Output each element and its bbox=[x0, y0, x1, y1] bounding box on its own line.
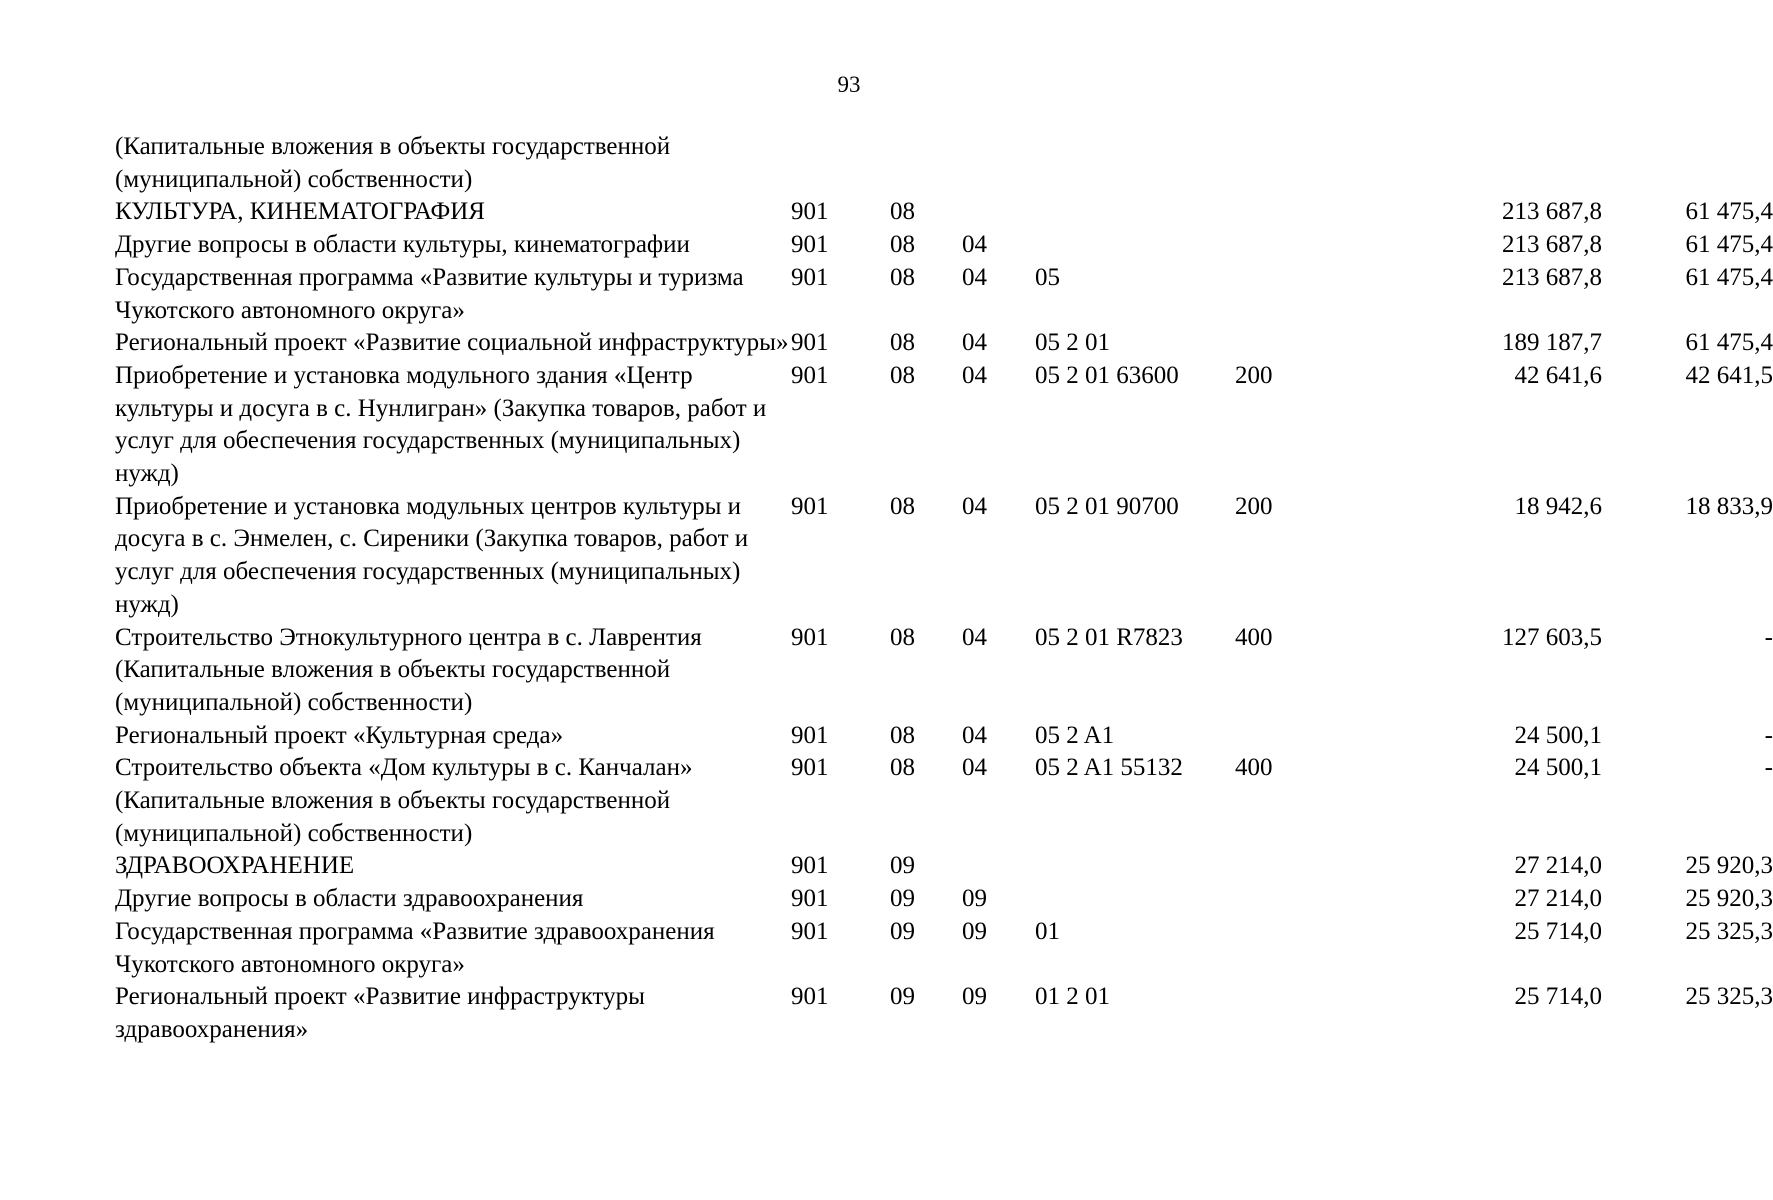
row-ministry-code: 901 bbox=[791, 983, 829, 1011]
row-ministry-code: 901 bbox=[791, 852, 829, 880]
row-amount-1: 24 500,1 bbox=[1514, 721, 1602, 749]
row-amount-2: 18 833,9 bbox=[1685, 492, 1773, 520]
row-name: Строительство Этнокультурного центра в с. Лаврентия (Капитальные вложения в объекты государственной (муниципальной) собственности) bbox=[115, 623, 702, 716]
row-amount-1: 127 603,5 bbox=[1502, 623, 1602, 651]
row-ministry-code: 901 bbox=[791, 623, 829, 651]
row-name: Региональный проект «Развитие инфраструктуры здравоохранения» bbox=[115, 983, 645, 1043]
table-row bbox=[115, 720, 1773, 753]
row-subsection-code: 04 bbox=[962, 329, 987, 357]
row-section-code: 08 bbox=[890, 198, 915, 226]
row-subsection-code: 04 bbox=[962, 361, 987, 389]
row-amount-1: 27 214,0 bbox=[1514, 885, 1602, 913]
row-amount-1: 27 214,0 bbox=[1514, 852, 1602, 880]
row-name: ЗДРАВООХРАНЕНИЕ bbox=[115, 852, 355, 880]
row-amount-2: 61 475,4 bbox=[1685, 231, 1773, 259]
row-amount-1: 25 714,0 bbox=[1514, 983, 1602, 1011]
row-subsection-code: 04 bbox=[962, 231, 987, 259]
table-row bbox=[115, 360, 1773, 491]
table-row bbox=[115, 916, 1773, 981]
row-section-code: 09 bbox=[890, 852, 915, 880]
row-amount-1: 213 687,8 bbox=[1502, 231, 1602, 259]
row-subsection-code: 04 bbox=[962, 721, 987, 749]
row-name: Другие вопросы в области культуры, кинематографии bbox=[115, 231, 690, 259]
row-subsection-code: 04 bbox=[962, 263, 987, 291]
row-amount-2: - bbox=[1764, 754, 1773, 782]
row-section-code: 08 bbox=[890, 263, 915, 291]
row-amount-1: 24 500,1 bbox=[1514, 754, 1602, 782]
row-ministry-code: 901 bbox=[791, 721, 829, 749]
row-target-code: 05 2 01 63600 bbox=[1035, 361, 1179, 389]
table-row bbox=[115, 850, 1773, 883]
row-subsection-code: 04 bbox=[962, 492, 987, 520]
row-name: Государственная программа «Развитие культуры и туризма Чукотского автономного округа» bbox=[115, 263, 744, 324]
row-amount-1: 18 942,6 bbox=[1514, 492, 1602, 520]
row-name: Строительство объекта «Дом культуры в с. Канчалан» (Капитальные вложения в объекты государственной (муниципальной) собственности) bbox=[115, 754, 693, 847]
row-amount-2: 25 920,3 bbox=[1685, 852, 1773, 880]
row-ministry-code: 901 bbox=[791, 917, 829, 945]
row-section-code: 09 bbox=[890, 983, 915, 1011]
table-row bbox=[115, 131, 1663, 196]
row-subsection-code: 09 bbox=[962, 917, 987, 945]
row-amount-1: 213 687,8 bbox=[1502, 198, 1602, 226]
row-amount-2: 42 641,5 bbox=[1685, 361, 1773, 389]
row-section-code: 08 bbox=[890, 623, 915, 651]
row-amount-2: 61 475,4 bbox=[1685, 198, 1773, 226]
row-subsection-code: 09 bbox=[962, 885, 987, 913]
row-section-code: 09 bbox=[890, 917, 915, 945]
row-name: Государственная программа «Развитие здравоохранения Чукотского автономного округа» bbox=[115, 917, 715, 978]
row-ministry-code: 901 bbox=[791, 361, 829, 389]
page-number: 93 bbox=[837, 72, 861, 97]
row-target-code: 05 2 01 90700 bbox=[1035, 492, 1179, 520]
row-amount-2: - bbox=[1764, 623, 1773, 651]
row-target-code: 05 2 A1 bbox=[1035, 721, 1115, 749]
table-row bbox=[115, 229, 1773, 262]
row-section-code: 08 bbox=[890, 754, 915, 782]
table-row bbox=[115, 622, 1773, 720]
row-name: Региональный проект «Развитие социальной инфраструктуры» bbox=[115, 329, 789, 357]
row-target-code: 01 bbox=[1035, 917, 1060, 945]
row-amount-2: 25 325,3 bbox=[1685, 983, 1773, 1011]
table-row bbox=[115, 883, 1773, 916]
table-row bbox=[115, 981, 1773, 1046]
row-subsection-code: 09 bbox=[962, 983, 987, 1011]
row-name: Приобретение и установка модульного здания «Центр культуры и досуга в с. Нунлигран» (Закупка товаров, работ и услуг для обеспечения государственных (муниципальных) нужд) bbox=[115, 361, 767, 488]
row-section-code: 08 bbox=[890, 492, 915, 520]
row-ministry-code: 901 bbox=[791, 263, 829, 291]
row-section-code: 08 bbox=[890, 361, 915, 389]
row-target-code: 05 2 A1 55132 bbox=[1035, 754, 1183, 782]
row-subsection-code: 04 bbox=[962, 754, 987, 782]
row-target-code: 05 2 01 bbox=[1035, 329, 1110, 357]
row-section-code: 08 bbox=[890, 721, 915, 749]
row-name: Приобретение и установка модульных центров культуры и досуга в с. Энмелен, с. Сиреники (Закупка товаров, работ и услуг для обеспечения государственных (муниципальных) нужд) bbox=[115, 492, 749, 618]
budget-table bbox=[115, 131, 1773, 1047]
row-name: КУЛЬТУРА, КИНЕМАТОГРАФИЯ bbox=[115, 198, 485, 226]
row-amount-1: 189 187,7 bbox=[1502, 329, 1602, 357]
row-target-code: 05 bbox=[1035, 263, 1060, 291]
row-amount-1: 42 641,6 bbox=[1514, 361, 1602, 389]
row-section-code: 08 bbox=[890, 231, 915, 259]
row-section-code: 09 bbox=[890, 885, 915, 913]
row-ministry-code: 901 bbox=[791, 754, 829, 782]
table-row bbox=[115, 491, 1773, 622]
row-amount-2: 25 920,3 bbox=[1685, 885, 1773, 913]
table-row bbox=[115, 262, 1773, 327]
row-name: Другие вопросы в области здравоохранения bbox=[115, 885, 584, 913]
row-ministry-code: 901 bbox=[791, 492, 829, 520]
row-amount-1: 25 714,0 bbox=[1514, 917, 1602, 945]
row-subsection-code: 04 bbox=[962, 623, 987, 651]
row-amount-2: - bbox=[1764, 721, 1773, 749]
row-target-code: 01 2 01 bbox=[1035, 983, 1110, 1011]
row-amount-2: 25 325,3 bbox=[1685, 917, 1773, 945]
row-name: (Капитальные вложения в объекты государственной (муниципальной) собственности) bbox=[115, 133, 671, 193]
row-expense-type: 400 bbox=[1235, 623, 1273, 651]
row-section-code: 08 bbox=[890, 329, 915, 357]
row-ministry-code: 901 bbox=[791, 885, 829, 913]
table-row bbox=[115, 752, 1773, 850]
row-amount-1: 213 687,8 bbox=[1502, 263, 1602, 291]
row-expense-type: 400 bbox=[1235, 754, 1273, 782]
row-ministry-code: 901 bbox=[791, 329, 829, 357]
row-ministry-code: 901 bbox=[791, 198, 829, 226]
table-row bbox=[115, 196, 1773, 229]
row-amount-2: 61 475,4 bbox=[1685, 329, 1773, 357]
row-amount-2: 61 475,4 bbox=[1685, 263, 1773, 291]
row-expense-type: 200 bbox=[1235, 492, 1273, 520]
row-expense-type: 200 bbox=[1235, 361, 1273, 389]
row-name: Региональный проект «Культурная среда» bbox=[115, 721, 564, 749]
row-ministry-code: 901 bbox=[791, 231, 829, 259]
table-row bbox=[115, 327, 1773, 360]
row-target-code: 05 2 01 R7823 bbox=[1035, 623, 1183, 651]
